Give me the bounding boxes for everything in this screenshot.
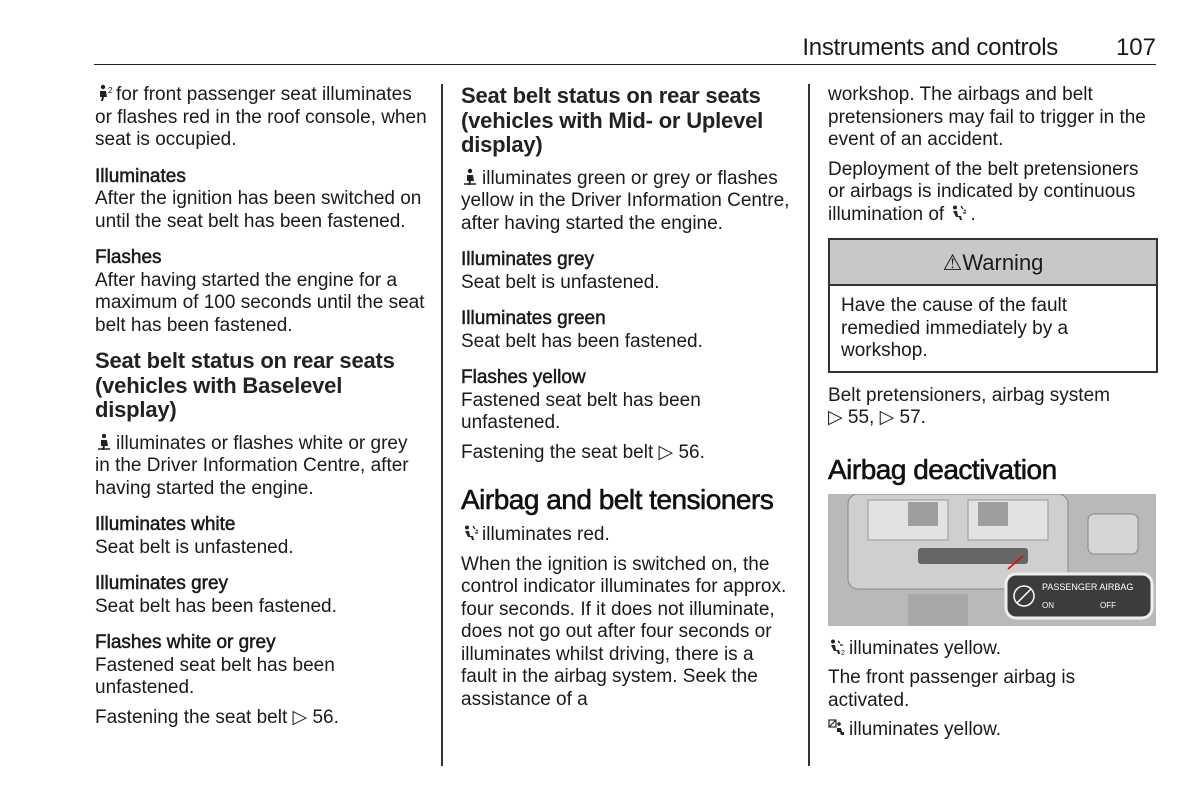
term-desc: Fastened seat belt has been unfastened. <box>95 654 335 698</box>
term-desc: Seat belt is unfastened. <box>95 536 294 558</box>
term-label: Flashes white or grey <box>95 632 276 653</box>
warning-title: Warning <box>962 250 1044 275</box>
svg-text:2: 2 <box>108 86 113 95</box>
reference-page: 57. <box>899 407 926 428</box>
indicator-text: illuminates yellow. <box>849 637 1002 659</box>
term-block <box>95 632 427 700</box>
term-block <box>95 573 427 618</box>
column-2 <box>461 84 793 718</box>
arrow-icon: ▷ <box>292 706 308 728</box>
warning-body: Have the cause of the fault remedied immediately by a workshop. <box>841 295 1069 361</box>
passenger-airbag-off-icon <box>828 719 846 737</box>
warning-triangle-icon: ⚠ <box>942 250 963 275</box>
reference-text: Fastening the seat belt <box>95 706 288 728</box>
column-3 <box>828 84 1158 749</box>
indicator-text: illuminates yellow. <box>849 719 1002 740</box>
reference-page: 55, <box>847 407 875 428</box>
term-label: Illuminates grey <box>461 249 595 270</box>
term-label: Illuminates grey <box>95 573 229 594</box>
photo-off-label: OFF <box>1100 600 1116 610</box>
deployment-text: Deployment of the belt pretensioners or airbags is indicated by continuous illumination of <box>828 158 1139 225</box>
term-desc: After having started the engine for a maximum of 100 seconds until the seat belt has been fastened. <box>95 269 425 336</box>
roof-console-photo <box>828 494 1156 626</box>
photo-on-label: ON <box>1042 600 1054 610</box>
warning-header <box>830 240 1156 286</box>
term-desc: After the ignition has been switched on until the seat belt has been fastened. <box>95 188 422 232</box>
term-label: Flashes yellow <box>461 367 586 388</box>
column-divider-1 <box>441 84 443 766</box>
deployment-paragraph: Deployment of the belt pretensioners or airbags is indicated by continuous illumination of . <box>828 158 1139 225</box>
intro-paragraph <box>95 84 427 152</box>
term-block <box>461 249 793 294</box>
term-desc: Seat belt is unfastened. <box>461 271 660 293</box>
airbag-warning-icon <box>949 204 967 222</box>
term-block <box>95 514 427 559</box>
section-heading: Seat belt status on rear seats (vehicles with Baselevel display) <box>95 348 395 422</box>
passenger-airbag-on-icon <box>828 638 846 656</box>
indicator-line <box>461 524 793 547</box>
cross-reference[interactable] <box>95 707 427 730</box>
term-label: Illuminates green <box>461 308 606 329</box>
body-paragraph: When the ignition is switched on, the control indicator illuminates for approx. four seconds. If it does not illuminate, does not go out after four seconds or illuminates whilst driving, there is a fault in the airbag system. Seek the assistance of a <box>461 553 787 710</box>
photo-label: PASSENGER AIRBAG <box>1042 581 1134 592</box>
term-label: Illuminates <box>95 165 186 187</box>
front-passenger-seatbelt-icon <box>95 84 113 102</box>
arrow-icon: ▷ <box>828 407 843 428</box>
section-heading: Seat belt status on rear seats (vehicles with Mid- or Uplevel display) <box>461 83 764 157</box>
rear-seatbelt-icon <box>461 168 479 186</box>
section-title: Instruments and controls <box>802 34 1058 61</box>
term-block <box>95 247 427 337</box>
paragraph-text: illuminates green or grey or flashes yellow in the Driver Information Centre, after having started the engine. <box>461 167 790 234</box>
roof-console-illustration <box>828 494 1156 626</box>
continued-paragraph: workshop. The airbags and belt pretensioners may fail to trigger in the event of an accident. <box>828 84 1146 150</box>
intro-text: for front passenger seat illuminates or flashes red in the roof console, when seat is occupied. <box>95 84 427 150</box>
page-header <box>94 34 1156 65</box>
arrow-icon: ▷ <box>658 441 674 463</box>
column-divider-2 <box>808 84 810 766</box>
chapter-heading: Airbag and belt tensioners <box>461 484 774 515</box>
section-paragraph <box>95 433 427 501</box>
reference-page: 56. <box>678 441 705 463</box>
term-block <box>461 308 793 353</box>
reference-text: Belt pretensioners, airbag system <box>828 384 1110 406</box>
term-desc: Seat belt has been fastened. <box>461 330 703 352</box>
rear-seatbelt-icon <box>95 433 113 451</box>
indicator-line <box>828 719 1158 742</box>
section-paragraph <box>461 168 793 236</box>
reference-text: Fastening the seat belt <box>461 441 654 463</box>
svg-text:2: 2 <box>841 649 845 656</box>
column-1 <box>95 84 427 736</box>
term-label: Illuminates white <box>95 514 236 535</box>
term-desc: Seat belt has been fastened. <box>95 595 337 617</box>
paragraph-text: illuminates or flashes white or grey in the Driver Information Centre, after having started the engine. <box>95 432 409 499</box>
airbag-warning-icon <box>461 524 479 542</box>
indicator-text: illuminates red. <box>482 524 610 545</box>
arrow-icon: ▷ <box>879 407 895 428</box>
reference-page: 56. <box>312 706 339 728</box>
cross-reference[interactable] <box>828 385 1158 430</box>
cross-reference[interactable] <box>461 442 793 465</box>
term-block <box>95 166 427 234</box>
page-number: 107 <box>1115 34 1156 61</box>
term-label: Flashes <box>95 247 162 268</box>
status-paragraph: The front passenger airbag is activated. <box>828 667 1076 711</box>
indicator-line <box>828 638 1158 661</box>
warning-box <box>828 238 1158 373</box>
chapter-heading: Airbag deactivation <box>828 453 1057 485</box>
term-desc: Fastened seat belt has been unfastened. <box>461 389 701 433</box>
term-block <box>461 367 793 435</box>
